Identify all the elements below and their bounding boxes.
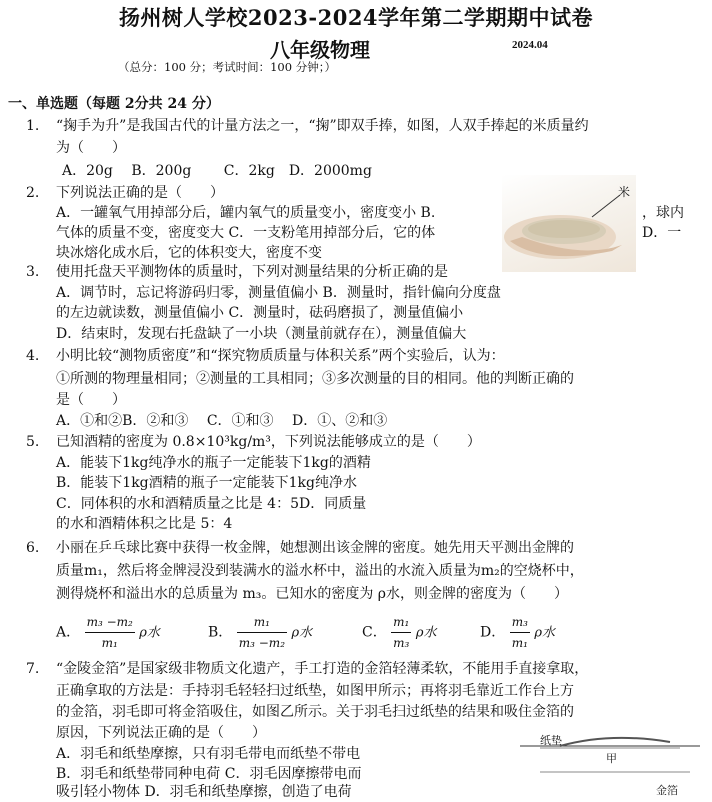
q5-line-2: A．能装下1kg纯净水的瓶子一定能装下1kg的酒精 [56,455,371,471]
q7-number: 7. [26,661,40,677]
q6-line-2: 质量m₁，然后将金牌浸没到装满水的溢水杯中，溢出的水流入质量为m₂的空烧杯中， [56,563,584,579]
q7-line-3: 的金箔，羽毛即可将金箔吸住，如图乙所示。关于羽毛扫过纸垫的结果和吸住金箔的 [56,704,574,720]
q6-line-3: 测得烧杯和溢出水的总质量为 m₃。已知水的密度为 ρ水，则金牌的密度为（ ） [56,586,569,602]
q2-line-1: 下列说法正确的是（ ） [56,185,224,201]
q3-number: 3. [26,264,40,280]
q6-option-c-label: C． [362,624,387,641]
q6-d-denominator: m₁ [511,636,528,650]
q1-number: 1. [26,118,40,134]
q6-c-rho: ρ水 [415,625,437,641]
q6-option-a-label: A． [56,624,81,641]
q1-line-2: 为（ ） [56,140,126,156]
q6-option-b [208,612,312,653]
q2-extra-2: D．一 [642,225,682,241]
q7-option-b-c: B．羽毛和纸垫带同种电荷 C．羽毛因摩擦带电而 [56,766,362,782]
exam-title: 扬州树人学校2023-2024学年第二学期期中试卷 [118,5,594,30]
rice-hands-illustration [502,175,636,272]
q2-extra-1: ，球内 [642,205,684,221]
q6-a-numerator: m₃ −m₂ [85,612,135,633]
q6-option-b-label: B． [208,624,233,641]
q2-number: 2. [26,185,40,201]
diagram-label-jia: 甲 [606,752,617,765]
q7-option-a: A．羽毛和纸垫摩擦，只有羽毛带电而纸垫不带电 [56,746,361,762]
q3-line-4: D．结束时，发现右托盘缺了一小块（测量前就存在），测量值偏大 [56,326,467,342]
q6-c-numerator: m₁ [391,612,411,633]
q6-option-a-fraction [85,612,135,653]
rice-hands-photo [502,175,636,272]
q6-option-d-label: D． [480,624,506,641]
diagram-label-paper: 纸垫 [540,734,562,747]
q4-line-4: A．①和②B．②和③ C．①和③ D．①、②和③ [56,413,388,429]
q6-b-rho: ρ水 [291,625,313,641]
q4-number: 4. [26,348,40,364]
rice-label: 米 [618,185,631,199]
q6-a-rho: ρ水 [139,625,160,641]
q3-line-1: 使用托盘天平测物体的质量时，下列对测量结果的分析正确的是 [56,264,448,280]
q4-line-2: ①所测的物理量相同；②测量的工具相同；③多次测量的目的相同。他的判断正确的 [56,371,574,387]
q7-line-1: “金陵金箔”是国家级非物质文化遗产，手工打造的金箔轻薄柔软，不能用手直接拿取， [56,661,589,677]
q2-line-2: A．一罐氧气用掉部分后，罐内氧气的质量变小，密度变小 B. [56,205,436,221]
q6-a-denominator: m₁ [101,636,118,650]
q6-d-rho: ρ水 [534,625,555,641]
q6-option-b-fraction [237,612,287,653]
q6-option-c-fraction [391,612,411,653]
q2-line-3: 气体的质量不变，密度变大 C．一支粉笔用掉部分后，它的体 [56,225,436,241]
q3-line-3: 的左边就读数，测量值偏小 C．测量时，砝码磨损了，测量值偏小 [56,305,464,321]
exam-subtitle: 八年级物理 [270,38,370,62]
q7-line-4: 原因，下列说法正确的是（ ） [56,725,266,741]
q5-line-5: 的水和酒精体积之比是 5：4 [56,516,233,532]
q6-option-a [56,612,160,653]
q6-d-numerator: m₃ [510,612,530,633]
q5-line-3: B．能装下1kg酒精的瓶子一定能装下1kg纯净水 [56,475,357,491]
exam-meta: （总分：100 分；考试时间：100 分钟；） [118,60,336,74]
q4-line-3: 是（ ） [56,392,126,408]
q5-number: 5. [26,434,40,450]
q6-number: 6. [26,540,40,556]
q6-option-d [480,612,555,653]
q5-line-1: 已知酒精的密度为 0.8×10³kg/m³，下列说法能够成立的是（ ） [56,434,481,450]
q3-line-2: A．调节时，忘记将游码归零，测量值偏小 B．测量时，指针偏向分度盘 [56,285,501,301]
q6-b-denominator: m₃ −m₂ [238,636,285,650]
q7-option-c-d: 吸引轻小物体 D．羽毛和纸垫摩擦，创造了电荷 [56,784,352,800]
q5-line-4: C．同体积的水和酒精质量之比是 4：5D．同质量 [56,496,367,512]
q2-line-4: 块冰熔化成水后，它的体积变大，密度不变 [56,245,322,261]
q7-line-2: 正确拿取的方法是：手持羽毛轻轻扫过纸垫，如图甲所示；再将羽毛靠近工作台上方 [56,683,574,699]
q6-line-1: 小丽在乒乓球比赛中获得一枚金牌，她想测出该金牌的密度。她先用天平测出金牌的 [56,540,574,556]
feather-diagram [520,728,700,796]
q6-option-d-fraction [510,612,530,653]
q1-options: A．20g B．200g C．2kg D．2000mg [62,163,372,179]
q6-b-numerator: m₁ [237,612,287,633]
q6-c-denominator: m₃ [393,636,410,650]
q6-option-c [362,612,436,653]
q1-line-1: “掬手为升”是我国古代的计量方法之一，“掬”即双手捧，如图，人双手捧起的米质量约 [56,118,589,134]
diagram-label-foil: 金箔 [656,784,678,797]
exam-date: 2024.04 [512,39,548,51]
section-heading: 一、单选题（每题 2分共 24 分） [8,96,220,112]
q4-line-1: 小明比较“测物质密度”和“探究物质质量与体积关系”两个实验后，认为： [56,348,505,364]
